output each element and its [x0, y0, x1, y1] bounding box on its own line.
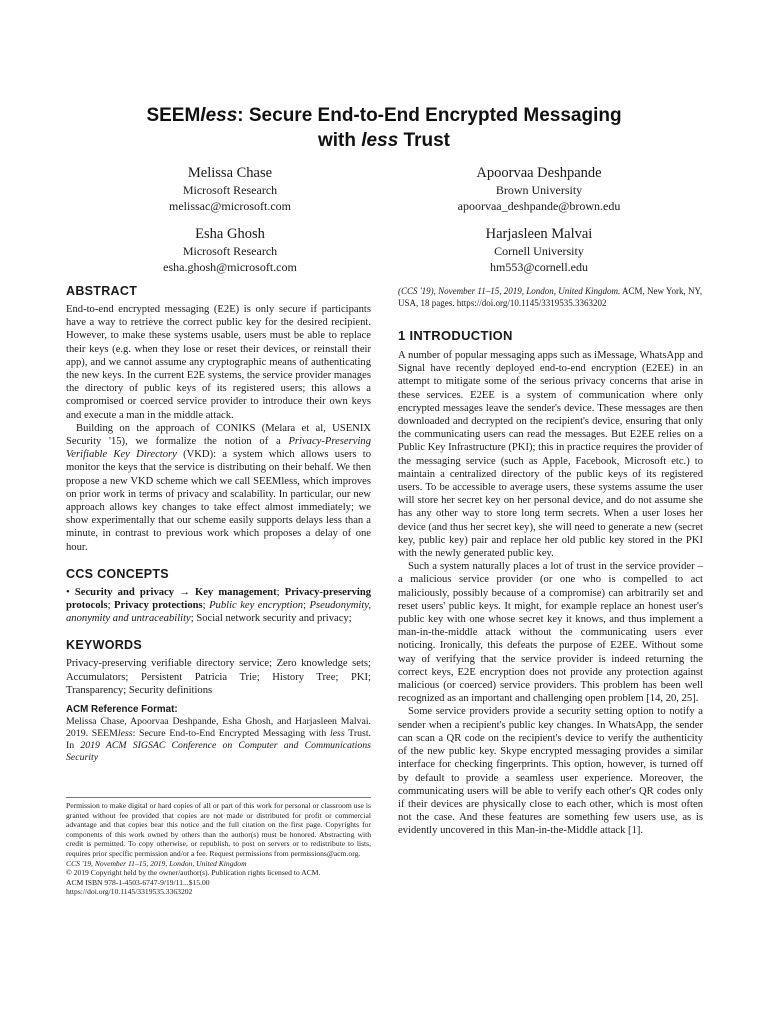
ccs-concepts-text: • Security and privacy → Key management; Privacy-preserving protocols; Privacy protections; Public key encryption; Pseudonymity, anonymity and untraceability; Social network security and privacy;	[66, 586, 372, 625]
author-email[interactable]: hm553@cornell.edu	[489, 260, 589, 274]
left-column	[66, 283, 371, 764]
acm-reference-text: Melissa Chase, Apoorvaa Deshpande, Esha Ghosh, and Harjasleen Malvai. 2019. SEEMless: Secure End-to-End Encrypted Messaging with less Trust. In 2019 ACM SIGSAC Conference on Computer and Communications Security	[66, 716, 371, 764]
author-affiliation: Brown University	[495, 183, 583, 197]
author-email[interactable]: melissac@microsoft.com	[168, 199, 292, 213]
intro-paragraph: A number of popular messaging apps such as iMessage, WhatsApp and Signal have recently deployed end-to-end encryption (E2EE) in an attempt to mitigate some of the serious privacy concerns that arise in these services. E2EE is a system of communication where only encrypted messages leave the sender's device. These messages are then downloaded and decrypted on the recipient's device, ensuring that only the communicating users can read the messages. But E2EE relies on a Public Key Infrastructure (PKI); this in practice requires the provider of the messaging service (such as Apple, Facebook, Microsoft etc.) to maintain a centralized directory of the public keys of its registered users. To be accessible to average users, these systems assume the user will store her secret key on her personal device, and do not assume she has any other way to store long term secrets. When a user loses her device (and thus her secret key), she will need to generate a new (secret key, public key) pair and replace her old public key stored in the PKI with the newly generated public key.	[398, 350, 703, 560]
copyright-line: © 2019 Copyright held by the owner/author(s). Publication rights licensed to ACM.	[66, 868, 321, 878]
author-affiliation: Microsoft Research	[182, 244, 278, 258]
intro-paragraph: Such a system naturally places a lot of trust in the service provider – a malicious service provider (or one who is compelled to act maliciously, possibly because of a compromise) can arbitrarily set and reset users' public keys. It might, for example replace an honest user's public key with one whose secret key it knows, and thus implement a man-in-the-middle attack without the communicating users ever noticing. Ironically, this defeats the purpose of E2EE. Without some way of verifying that the service provider is indeed returning the correct keys, E2E encryption does not provide any protection against malicious (or coerced) service providers. This problem has been well recognized as an important and challenging open problem [14, 20, 25].	[398, 561, 703, 705]
abstract-heading: ABSTRACT	[66, 284, 138, 298]
keywords-heading: KEYWORDS	[66, 638, 143, 653]
title-line-2: with less Trust	[318, 130, 450, 151]
paper-title	[0, 103, 768, 153]
footnote-divider	[66, 797, 371, 798]
author-name: Melissa Chase	[187, 165, 273, 181]
permission-block	[66, 801, 371, 897]
author-email[interactable]: apoorvaa_deshpande@brown.edu	[457, 199, 621, 213]
abstract-paragraph: Building on the approach of CONIKS (Melara et al, USENIX Security '15), we formalize the notion of a Privacy-Preserving Verifiable Key Directory (VKD): a system which allows users to monitor the keys that the service is distributing on their behalf. We then propose a new VKD scheme which we call SEEMless, which improves on prior work in terms of privacy and scalability. In particular, our new approach allows key changes to take effect almost immediately; we show experimentally that our scheme easily supports delays less than a minute, in contrast to previous work which proposes a delay of one hour.	[66, 422, 371, 553]
ccs-concepts-heading: CCS CONCEPTS	[66, 566, 169, 581]
introduction-heading: 1 INTRODUCTION	[398, 328, 513, 343]
acm-reference-heading: ACM Reference Format:	[66, 704, 178, 716]
doi-link[interactable]: https://doi.org/10.1145/3319535.3363202	[66, 887, 193, 897]
author-block	[100, 225, 360, 275]
author-block	[100, 164, 360, 214]
author-block	[409, 164, 669, 214]
author-name: Apoorvaa Deshpande	[476, 165, 602, 181]
permission-notice: Permission to make digital or hard copies of all or part of this work for personal or classroom use is granted without fee provided that copies are not made or distributed for profit or commercial advantage and that copies bear this notice and the full citation on the first page. Copyrights for components of this work owned by others than the author(s) must be honored. Abstracting with credit is permitted. To copy otherwise, or republish, to post on servers or to redistribute to lists, requires prior specific permission and/or a fee. Request permissions from permissions@acm.org.	[66, 801, 371, 858]
keywords-text: Privacy-preserving verifiable directory service; Zero knowledge sets; Accumulators; Persistent Patricia Trie; History Tree; PKI; Transparency; Security definitions	[66, 658, 371, 696]
isbn-line: ACM ISBN 978-1-4503-6747-9/19/11...$15.00	[66, 877, 210, 887]
conference-line: CCS '19, November 11–15, 2019, London, United Kingdom	[66, 858, 247, 868]
author-name: Harjasleen Malvai	[485, 226, 593, 242]
author-name: Esha Ghosh	[195, 226, 265, 242]
intro-paragraph: Some service providers provide a security setting option to notify a sender when a recipient's public key changes. In WhatsApp, the sender can scan a QR code on the recipient's device to verify the authenticity of the new public key. Skype encrypted messaging provides a similar interface for checking fingerprints. This option, however, is turned off by default to provide a seamless user experience. Moreover, the communicating users will be able to verify each other's QR codes only if their devices are physically close to each other, which is most often not the case. And these features are something few users use, as is evidently uncovered in this Man-in-the-Middle attack [1].	[398, 706, 703, 837]
author-email[interactable]: esha.ghosh@microsoft.com	[163, 260, 297, 274]
author-affiliation: Microsoft Research	[182, 183, 278, 197]
right-column	[398, 285, 703, 838]
author-affiliation: Cornell University	[494, 244, 584, 258]
title-line-1: SEEMless: Secure End-to-End Encrypted Messaging	[146, 105, 622, 126]
author-block	[409, 225, 669, 275]
acm-reference-continuation: (CCS '19), November 11–15, 2019, London, United Kingdom. ACM, New York, NY, USA, 18 pages. https://doi.org/10.1145/3319535.3363202	[398, 286, 703, 308]
abstract-paragraph: End-to-end encrypted messaging (E2E) is only secure if participants have a way to retrieve the correct public key for the desired recipient. However, to make these systems usable, users must be able to replace their keys (e.g. when they lose or reset their devices, or reinstall their app), and we cannot assume any cryptographic means of authenticating the new keys. In the current E2E systems, the service provider manages the directory of public keys of its registered users; this allows a compromised or coerced service provider to introduce their own keys and execute a man in the middle attack.	[66, 304, 371, 421]
